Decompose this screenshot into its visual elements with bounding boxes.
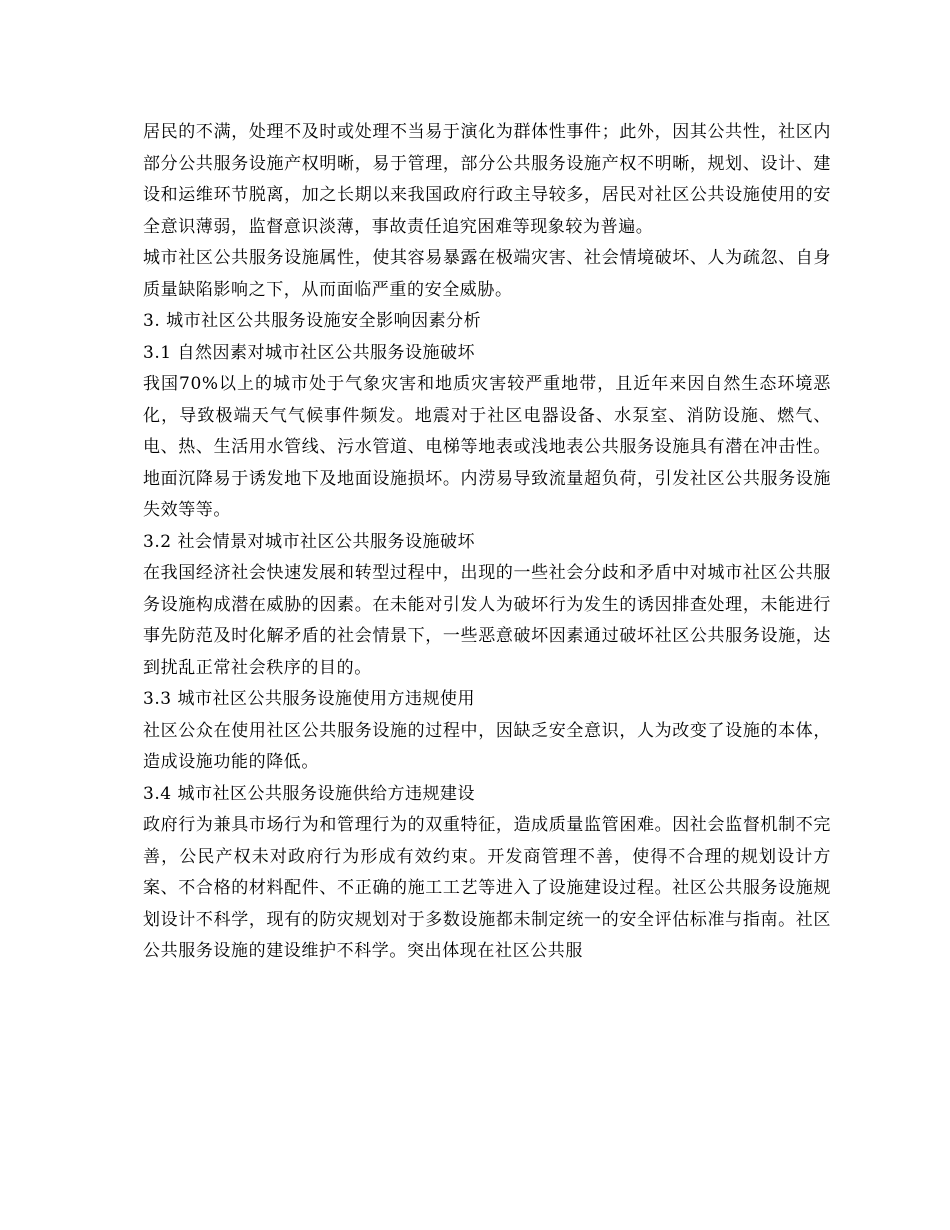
subsection-heading-3-3: 3.3 城市社区公共服务设施使用方违规使用: [143, 689, 475, 709]
paragraph-social-context: 在我国经济社会快速发展和转型过程中，出现的一些社会分歧和矛盾中对城市社区公共服务设施构成潜在威胁的因素。在未能对引发人为破坏行为发生的诱因排查处理，未能进行事先防范及时化解矛盾的社会情景下，一些恶意破坏因素通过破坏社区公共服务设施，达到扰乱正常社会秩序的目的。: [143, 563, 831, 678]
document-body: [143, 117, 831, 968]
paragraph-natural-factors: 我国70%以上的城市处于气象灾害和地质灾害较严重地带，且近年来因自然生态环境恶化，导致极端天气气候事件频发。地震对于社区电器设备、水泵室、消防设施、燃气、电、热、生活用水管线、污水管道、电梯等地表或浅地表公共服务设施具有潜在冲击性。地面沉降易于诱发地下及地面设施损坏。内涝易导致流量超负荷，引发社区公共服务设施失效等等。: [143, 374, 831, 520]
subsection-heading-3-1: 3.1 自然因素对城市社区公共服务设施破坏: [143, 342, 475, 363]
paragraph-supplier-violations: 政府行为兼具市场行为和管理行为的双重特征，造成质量监管困难。因社会监督机制不完善，公民产权未对政府行为形成有效约束。开发商管理不善，使得不合理的规划设计方案、不合格的材料配件、不正确的施工工艺等进入了设施建设过程。社区公共服务设施规划设计不科学，现有的防灾规划对于多数设施都未制定统一的安全评估标准与指南。社区公共服务设施的建设维护不科学。突出体现在社区公共服: [143, 815, 831, 961]
subsection-heading-3-4: 3.4 城市社区公共服务设施供给方违规建设: [143, 783, 475, 804]
section-heading-3: 3. 城市社区公共服务设施安全影响因素分析: [143, 311, 482, 331]
paragraph-governance-issues: 居民的不满，处理不及时或处理不当易于演化为群体性事件；此外，因其公共性，社区内部分公共服务设施产权明晰，易于管理，部分公共服务设施产权不明晰，规划、设计、建设和运维环节脱离，加之长期以来我国政府行政主导较多，居民对社区公共设施使用的安全意识薄弱，监督意识淡薄，事故责任追究困难等现象较为普遍。: [143, 122, 831, 237]
paragraph-facility-attributes: 城市社区公共服务设施属性，使其容易暴露在极端灾害、社会情境破坏、人为疏忽、自身质量缺陷影响之下，从而面临严重的安全威胁。: [143, 248, 831, 300]
paragraph-user-violations: 社区公众在使用社区公共服务设施的过程中，因缺乏安全意识，人为改变了设施的本体，造成设施功能的降低。: [143, 720, 831, 772]
subsection-heading-3-2: 3.2 社会情景对城市社区公共服务设施破坏: [143, 531, 475, 552]
